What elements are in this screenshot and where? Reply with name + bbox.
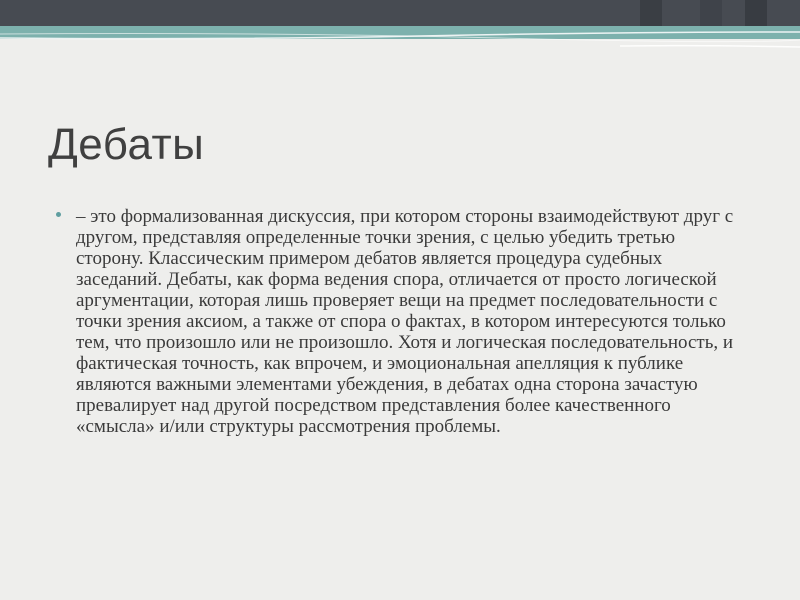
decor-block (745, 0, 767, 26)
bullet-text: – это формализованная дискуссия, при котором стороны взаимодействуют друг с другом, представляя определенные точки зрения, с целью убедить третью сторону. Классическим примером дебатов является процедура судебных заседаний. Дебаты, как форма ведения спора, отличается от просто логической аргументации, которая лишь проверяет вещи на предмет последовательности с точки зрения аксиом, а также от спора о фактах, в котором интересуются только тем, что произошло или не произошло. Хотя и логическая последовательность, и фактическая точность, как впрочем, и эмоциональная апелляция к публике являются важными элементами убеждения, в дебатах одна сторона зачастую превалирует над другой посредством представления более качественного «смысла» и/или структуры рассмотрения проблемы. (76, 206, 734, 437)
top-decor-band (0, 0, 800, 26)
bullet-dot-icon (56, 212, 61, 217)
decor-line (0, 32, 800, 39)
decor-block (640, 0, 662, 26)
decor-block (700, 0, 722, 26)
decor-line (620, 46, 800, 47)
slide-body (54, 206, 744, 437)
decor-lines (0, 26, 800, 66)
slide-title: Дебаты (48, 120, 205, 169)
bullet-item (54, 206, 744, 437)
decor-line (0, 34, 800, 42)
